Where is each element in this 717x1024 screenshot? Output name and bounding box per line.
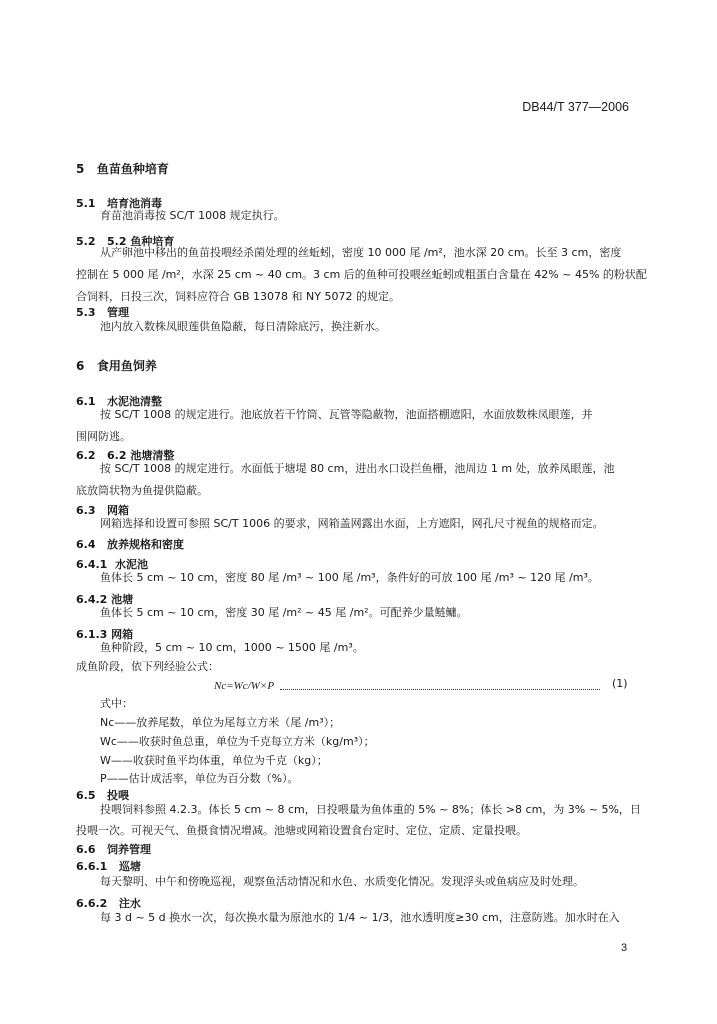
definition-p: P——估计成活率，单位为百分数（%）。 (100, 772, 299, 785)
subsection-title: 注水 (118, 897, 141, 910)
paragraph-6-4-3-line-2: 成鱼阶段，依下列经验公式： (76, 660, 219, 673)
definition-nc: Nc——放养尾数，单位为尾每立方米（尾 /m³）； (100, 716, 341, 729)
subsection-number: 5.3 (76, 306, 96, 319)
subsection-title: 5.2 鱼种培育 (107, 235, 175, 248)
paragraph-5-2-line-1: 从产卵池中移出的鱼苗投喂经杀菌处理的丝蚯蚓，密度 10 000 尾 /m²，池水深 20 cm。长至 3 cm，密度 (100, 246, 622, 259)
paragraph-6-4-1: 鱼体长 5 cm ~ 10 cm，密度 80 尾 /m³ ~ 100 尾 /m³，条件好的可放 100 尾 /m³ ~ 120 尾 /m³。 (100, 571, 599, 584)
subsection-number: 5.1 (76, 197, 96, 210)
formula: Nc=Wc/W×P (214, 680, 275, 692)
subsection-title: 放养规格和密度 (107, 538, 184, 551)
paragraph-6-3: 网箱选择和设置可参照 SC/T 1006 的要求，网箱盖网露出水面，上方遮阳，网孔尺寸视鱼的规格而定。 (100, 517, 604, 530)
subsection-number: 6.3 (76, 504, 96, 517)
subsection-number: 6.2 (76, 449, 96, 462)
paragraph-5-1: 育苗池消毒按 SC/T 1008 规定执行。 (100, 209, 285, 222)
subsection-number: 6.6.2 (76, 897, 108, 910)
subsection-6-4-2-heading: 6.4.2 池塘 (76, 593, 134, 606)
subsection-title: 饲养管理 (107, 843, 151, 856)
paragraph-5-3: 池内放入数株凤眼莲供鱼隐蔽，每日清除底污，换注新水。 (100, 320, 386, 333)
paragraph-6-2-line-2: 底放筒状物为鱼提供隐蔽。 (76, 484, 208, 497)
paragraph-6-5-line-1: 投喂饲料参照 4.2.3。体长 5 cm ~ 8 cm，日投喂量为鱼体重的 5% ~ 8%；体长 >8 cm，为 3% ~ 5%，日 (100, 803, 641, 816)
subsection-number: 6.1 (76, 395, 96, 408)
formula-number: (1) (612, 677, 628, 690)
paragraph-5-2-line-2: 控制在 5 000 尾 /m²，水深 25 cm ~ 40 cm。3 cm 后的鱼种可投喂丝蚯蚓或粗蛋白含量在 42% ~ 45% 的粉状配 (76, 268, 647, 281)
where-label: 式中： (100, 697, 133, 710)
subsection-number: 6.6.1 (76, 860, 108, 873)
paragraph-6-1-line-2: 围网防逃。 (76, 430, 131, 443)
standard-code: DB44/T 377—2006 (522, 100, 629, 114)
paragraph-6-6-2: 每 3 d ~ 5 d 换水一次，每次换水量为原池水的 1/4 ~ 1/3，池水透明度≥30 cm，注意防逃。加水时在入 (100, 911, 620, 924)
subsection-title: 管理 (107, 306, 129, 319)
paragraph-6-1-line-1: 按 SC/T 1008 的规定进行。池底放若干竹筒、瓦管等隐蔽物，池面搭棚遮阳，水面放数株凤眼莲，并 (100, 408, 593, 421)
subsection-number: 6.5 (76, 789, 96, 802)
section-6-heading (76, 357, 157, 374)
paragraph-6-4-2: 鱼体长 5 cm ~ 10 cm，密度 30 尾 /m² ~ 45 尾 /m²。可配养少量鲢鳙。 (100, 606, 468, 619)
section-title: 食用鱼饲养 (96, 359, 157, 373)
section-number: 5 (76, 162, 85, 176)
paragraph-6-2-line-1: 按 SC/T 1008 的规定进行。水面低于塘堤 80 cm，进出水口设拦鱼栅，池周边 1 m 处，放养凤眼莲，池 (100, 462, 615, 475)
subsection-title: 水泥池 (115, 558, 148, 571)
formula-leader-dots (280, 689, 600, 690)
subsection-6-6-heading (76, 841, 151, 857)
subsection-title: 投喂 (107, 789, 129, 802)
subsection-title: 巡塘 (118, 860, 141, 873)
subsection-title: 水泥池清整 (107, 395, 162, 408)
paragraph-6-6-1: 每天黎明、中午和傍晚巡视，观察鱼活动情况和水色、水质变化情况。发现浮头或鱼病应及时处理。 (100, 875, 584, 888)
subsection-number: 6.6 (76, 843, 96, 856)
subsection-title: 网箱 (107, 504, 129, 517)
paragraph-5-2-line-3: 合饲料，日投三次，饲料应符合 GB 13078 和 NY 5072 的规定。 (76, 290, 400, 303)
watermark (316, 843, 323, 850)
subsection-number: 6.4.1 (76, 558, 108, 571)
subsection-number: 5.2 (76, 235, 96, 248)
subsection-title: 6.2 池塘清整 (107, 449, 175, 462)
subsection-6-4-3-heading: 6.1.3 网箱 (76, 628, 134, 641)
section-title: 鱼苗鱼种培育 (96, 162, 169, 176)
paragraph-6-5-line-2: 投喂一次。可视天气、鱼摄食情况增减。池塘或网箱设置食台定时、定位、定质、定量投喂。 (76, 824, 527, 837)
subsection-title: 培育池消毒 (107, 197, 162, 210)
paragraph-6-4-3-line-1: 鱼种阶段，5 cm ~ 10 cm，1000 ~ 1500 尾 /m³。 (100, 641, 364, 654)
section-5-heading (76, 160, 169, 177)
subsection-6-4-heading (76, 536, 184, 552)
section-number: 6 (76, 359, 85, 373)
page-number: 3 (621, 942, 628, 954)
subsection-number: 6.4 (76, 538, 96, 551)
definition-w: W——收获时鱼平均体重，单位为千克（kg）； (100, 754, 328, 767)
definition-wc: Wc——收获时鱼总重，单位为千克每立方米（kg/m³）； (100, 735, 375, 748)
